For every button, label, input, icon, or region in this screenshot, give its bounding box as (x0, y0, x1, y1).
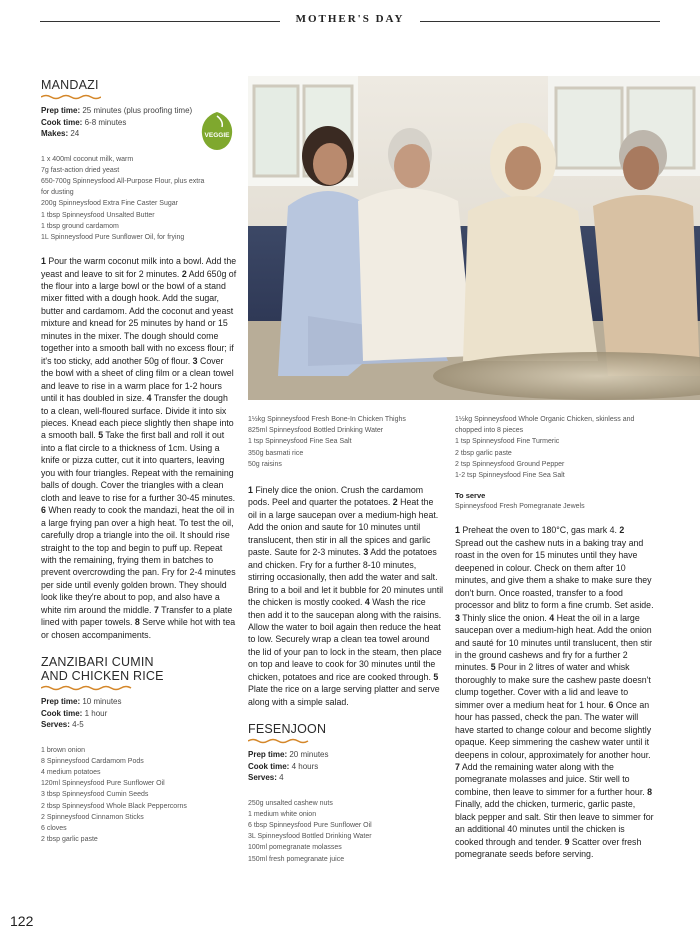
step-text: Pour the warm coconut milk into a bowl. Add the yeast and leave to sit for 2 minutes. (41, 256, 237, 279)
wave-divider-icon (248, 738, 314, 744)
step-number: 3 (192, 355, 198, 366)
ingredient-item: 1 brown onion (41, 746, 85, 754)
step-number: 6 (41, 505, 46, 516)
step-number: 2 (392, 497, 398, 508)
step-number: 6 (608, 699, 614, 710)
step-text: Transfer to a plate lined with paper towels. (41, 604, 233, 628)
step-number: 8 (647, 786, 653, 797)
step-number: 1 (41, 256, 46, 267)
wave-divider-icon (41, 685, 133, 691)
ingredient-item: 1 medium white onion (248, 810, 317, 818)
step-text: Pour in 2 litres of water and whisk thoroughly to make sure the cashew paste doesn't clump together. Cover with a lid and leave to simmer over a medium heat for 1 hour. (455, 662, 651, 710)
prep-value: 20 minutes (289, 750, 329, 760)
prep-label: Prep time: (248, 750, 288, 760)
step-text: Cover the bowl with a sheet of cling film or a clean towel and leave to rise in a warm place for 1-2 hours until it has doubled in size. (41, 355, 234, 404)
wave-divider-icon (41, 94, 101, 100)
ingredient-item: 200g Spinneysfood Extra Fine Caster Sugar (41, 200, 178, 208)
cook-label: Cook time: (248, 761, 290, 771)
step-text: Add 650g of the flour into a large bowl or the bowl of a stand mixer fitted with a dough hook. Add the sugar, butter and cardamom. Add the coconut and yeast mixture and knead for 25 minutes by hand or 15 minutes in the mixer. The dough should come together into a smooth ball with no excess flour; if it's too sticky, add another 50g of flour. (41, 268, 237, 366)
step-text: Wash the rice then add it to the saucepan along with the raisins. Allow the water to boil again then reduce the heat to low. Securely wrap a clean tea towel around the lid of your pan to lock in the steam, then place on top and leave to cook for 30 minutes until the chicken, potatoes and rice are cooked through. (248, 597, 442, 682)
ingredient-item: 1-2 tsp Spinneysfood Fine Sea Salt (455, 472, 565, 480)
ingredient-item: 3 tbsp Spinneysfood Cumin Seeds (41, 791, 149, 799)
serves-value: 4 (279, 773, 284, 783)
step-text: Serve while hot with tea or chosen accompaniments. (41, 617, 236, 640)
ingredient-item: 1 tbsp ground cardamom (41, 222, 119, 230)
mandazi-meta (41, 105, 237, 140)
step-number: 4 (364, 597, 370, 608)
header-rule-right (420, 21, 660, 22)
ingredient-item: 2 tbsp garlic paste (455, 449, 512, 457)
zanzibari-title-line2: AND CHICKEN RICE (41, 669, 164, 684)
step-text: Take the first ball and roll it out into a flat circle to a thickness of 1cm. Using a knife or pizza cutter, cut it into quarters, leaving you with four triangles. Repeat with the remaining balls of dough. Cover the triangles with a clean cloth and leave to rise for a further 30-45 minutes. (41, 430, 236, 503)
prep-label: Prep time: (41, 697, 81, 707)
cook-label: Cook time: (41, 117, 83, 127)
step-number: 2 (181, 268, 187, 279)
ingredient-item: 2 Spinneysfood Cinnamon Sticks (41, 813, 144, 821)
step-number: 1 (455, 525, 460, 536)
ingredient-item: 3L Spinneysfood Bottled Drinking Water (248, 833, 372, 841)
zanzibari-ingredients-a (41, 745, 237, 846)
ingredient-item: 2 tbsp garlic paste (41, 836, 98, 844)
step-text: Preheat the oven to 180°C, gas mark 4. (459, 525, 620, 536)
ingredient-item: 1 tbsp Spinneysfood Unsalted Butter (41, 211, 155, 219)
fesenjoon-ingredients-b (455, 414, 655, 481)
serves-label: Serves: (248, 773, 277, 783)
column-left (41, 78, 237, 846)
step-number: 8 (134, 617, 140, 628)
zanzibari-title (41, 655, 237, 683)
ingredient-item: 1L Spinneysfood Pure Sunflower Oil, for frying (41, 233, 185, 241)
step-text: Spread out the cashew nuts in a baking tray and roast in the oven for 15 minutes until they have deepened in colour. Check on them after 10 minutes, and give them a shake to make sure they don't burn. Once roasted, transfer to a food processor and blitz to form a fine crumb. Set aside. (455, 537, 654, 611)
ingredient-item: 6 cloves (41, 825, 67, 833)
cook-value: 1 hour (84, 708, 108, 718)
ingredient-item: 50g raisins (248, 460, 282, 468)
cook-value: 6-8 minutes (84, 117, 127, 127)
prep-value: 25 minutes (plus proofing time) (82, 106, 193, 115)
ingredient-item: 650-700g Spinneysfood All-Purpose Flour, plus extra (41, 177, 205, 185)
ingredient-item: chopped into 8 pieces (455, 427, 524, 435)
header-rule-left (40, 21, 280, 22)
ingredient-item: 1½kg Spinneysfood Whole Organic Chicken, skinless and (455, 416, 635, 423)
ingredient-item: 2 tsp Spinneysfood Ground Pepper (455, 460, 565, 468)
serves-label: Serves: (41, 720, 70, 730)
fesenjoon-meta (248, 749, 444, 784)
mandazi-title: MANDAZI (41, 78, 99, 92)
ingredient-item: 150ml fresh pomegranate juice (248, 855, 345, 863)
zanzibari-ingredients-b (248, 414, 444, 470)
ingredient-item: 1 x 400ml coconut milk, warm (41, 155, 134, 163)
fesenjoon-method (455, 524, 655, 860)
column-middle (248, 414, 444, 865)
column-right (455, 414, 655, 861)
serve-item: Spinneysfood Fresh Pomegranate Jewels (455, 503, 585, 511)
ingredient-item: 2 tbsp Spinneysfood Whole Black Peppercorns (41, 802, 187, 810)
makes-label: Makes: (41, 129, 69, 138)
section-title: MOTHER'S DAY (295, 13, 405, 25)
photo-illustration (248, 76, 700, 400)
step-number: 7 (153, 604, 159, 615)
page-number: 122 (10, 913, 34, 929)
ingredient-item: 8 Spinneysfood Cardamom Pods (41, 757, 144, 765)
step-text: When ready to cook the mandazi, heat the oil in a large frying pan over a high heat. To test the oil, carefully drop a triangle into the oil. It should rise straight to the top and begin to puff up. Repeat with the remaining, frying them in batches to prevent overcrowding the pan. Fry for 2-4 minutes per side until evenly golden brown. They should look like they're about to pop, and also have a white rim around the middle. (41, 505, 236, 615)
step-text: Transfer the dough to a clean, well-floured surface. Divide it into six pieces. Knead each piece slightly then shape into a smooth ball. (41, 393, 234, 441)
ingredient-item: 7g fast-action dried yeast (41, 166, 120, 174)
step-text: Finely dice the onion. Crush the cardamom pods. Peel and quarter the potatoes. (248, 485, 424, 508)
prep-label: Prep time: (41, 106, 81, 115)
step-number: 9 (564, 836, 570, 847)
step-text: Plate the rice on a large serving platter and serve along with a simple salad. (248, 684, 440, 707)
veggie-badge-label: VEGGIE (204, 132, 230, 139)
step-text: Once an hour has passed, check the pan. The water will have started to change colour and become slightly opaque. Keep simmering the cashew water until it deepens in colour, approximately for another hour. (455, 699, 652, 760)
step-text: Add the remaining water along with the pomegranate molasses and juice. Stir well to combine, then leave to simmer for a further hour. (455, 762, 648, 797)
step-number: 5 (490, 662, 496, 673)
step-text: Heat the oil in a large saucepan over a medium-high heat. Add the onion and sauté for 10 minutes until translucent, then stir in the ground cashews and fry for a further 2 minutes. (455, 612, 653, 673)
serves-value: 4-5 (72, 720, 84, 730)
step-text: Heat the oil in a large saucepan over a medium-high heat. Add the onion and saute for 10 minutes until translucent, then stir in all the spices and garlic paste. Saute for 2-3 minutes. (248, 497, 439, 558)
zanzibari-method (248, 484, 444, 708)
ingredient-item: 6 tbsp Spinneysfood Pure Sunflower Oil (248, 822, 372, 830)
step-text: Finally, add the chicken, turmeric, garlic paste, black pepper and salt. Stir then leave to simmer for an additional 40 minutes until the chicken is cooked through and tender. (455, 799, 654, 847)
hero-photo (248, 76, 700, 400)
serve-items (455, 501, 655, 512)
fesenjoon-ingredients-a (248, 798, 444, 865)
ingredient-item: 350g basmati rice (248, 449, 304, 457)
step-number: 3 (455, 612, 460, 623)
step-number: 2 (619, 525, 625, 536)
step-text: Scatter over fresh pomegranate seeds before serving. (455, 836, 642, 860)
step-number: 4 (146, 393, 152, 404)
fesenjoon-title: FESENJOON (248, 722, 327, 737)
step-text: Add the potatoes and chicken. Fry for a further 8-10 minutes, stirring occasionally, then add the water and salt. Bring to a boil and let it bubble for 20 minutes until the chicken is mostly cooked. (248, 547, 444, 608)
step-number: 1 (248, 485, 253, 496)
ingredient-item: 1 tsp Spinneysfood Fine Sea Salt (248, 438, 352, 446)
step-number: 7 (455, 762, 460, 773)
zanzibari-meta (41, 696, 237, 731)
ingredient-item: 120ml Spinneysfood Pure Sunflower Oil (41, 780, 165, 788)
ingredient-item: 250g unsalted cashew nuts (248, 799, 333, 807)
step-text: Thinly slice the onion. (459, 612, 550, 623)
cook-label: Cook time: (41, 708, 83, 718)
ingredient-item: 100ml pomegranate molasses (248, 844, 342, 852)
step-number: 5 (98, 430, 104, 441)
serve-heading: To serve (455, 491, 486, 501)
step-number: 3 (363, 547, 369, 558)
step-number: 4 (549, 612, 555, 623)
cook-value: 4 hours (291, 761, 319, 771)
zanzibari-title-line1: ZANZIBARI CUMIN (41, 655, 154, 670)
ingredient-item: 825ml Spinneysfood Bottled Drinking Water (248, 427, 384, 435)
ingredient-item: for dusting (41, 189, 74, 197)
ingredient-item: 1 tsp Spinneysfood Fine Turmeric (455, 438, 560, 446)
step-number: 5 (433, 671, 439, 682)
ingredient-item: 1½kg Spinneysfood Fresh Bone-In Chicken Thighs (248, 416, 406, 423)
makes-value: 24 (70, 129, 80, 138)
ingredient-item: 4 medium potatoes (41, 769, 101, 777)
mandazi-method (41, 255, 237, 641)
mandazi-ingredients (41, 154, 237, 244)
prep-value: 10 minutes (82, 697, 122, 707)
